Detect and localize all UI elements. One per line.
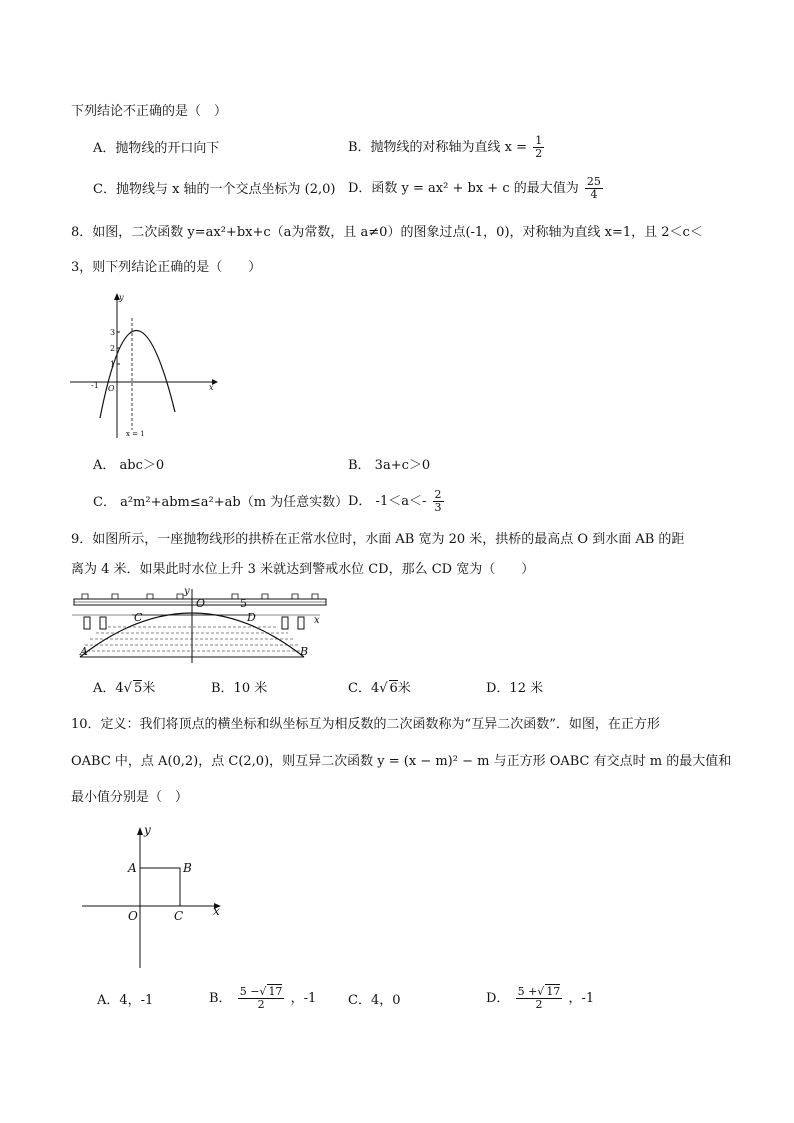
q9-stem-line1: 9．如图所示，一座抛物线形的拱桥在正常水位时，水面 AB 宽为 20 米，拱桥的最高点 O 到水面 AB 的距 (71, 532, 685, 547)
fraction: $\frac{5 -√ 17}{2}$ (239, 985, 283, 1011)
point-b-label: B (300, 645, 309, 658)
symmetry-axis-label: x = 1 (126, 430, 145, 438)
label-five: 5 (240, 597, 247, 610)
q10-stem-line1: 10．定义：我们将顶点的横坐标和纵坐标互为相反数的二次函数称为“互异二次函数”．如图，在正方形 (71, 717, 660, 732)
x-axis-label: x (209, 383, 214, 392)
tick-1: 1 (110, 360, 116, 369)
y-axis-arrow-icon (137, 827, 143, 835)
tick-3: 3 (110, 328, 116, 337)
q8-option-c[interactable]: C． a²m²+abm≤a²+ab（m 为任意实数） (93, 495, 349, 510)
fraction: $\frac{5 +√ 17}{2}$ (517, 985, 561, 1011)
q7-option-b[interactable]: B．抛物线的对称轴为直线 x = $\frac{1}{2}$ (348, 134, 543, 160)
y-label: y (144, 823, 151, 837)
q8-option-d[interactable]: D． -1＜a＜- $\frac{2}{3}$ (348, 488, 442, 514)
q8-stem-line1: 8．如图，二次函数 y=ax²+bx+c（a为常数，且 a≠0）的图象过点(-1，0)，对称轴为直线 x=1，且 2＜c＜ (71, 225, 703, 240)
point-a-label: A (80, 645, 88, 658)
q10-option-a[interactable]: A．4，-1 (97, 993, 154, 1008)
tick-neg-one: -1 (91, 381, 99, 390)
q7-stem: 下列结论不正确的是（ ） (71, 104, 228, 119)
tick-2: 2 (110, 344, 116, 353)
q9-option-a[interactable]: A．4√ 5米 (93, 681, 156, 696)
q9-option-b[interactable]: B．10 米 (211, 681, 268, 696)
q9-option-c[interactable]: C．4√ 6米 (348, 681, 411, 696)
point-a-label: A (128, 861, 137, 875)
point-o-label: O (196, 597, 206, 610)
q7-option-a[interactable]: A．抛物线的开口向下 (93, 141, 220, 156)
y-label: y (184, 586, 190, 597)
fraction: $\frac{2}{3}$ (434, 488, 442, 514)
q9-option-d[interactable]: D．12 米 (486, 681, 544, 696)
q8-option-a[interactable]: A． abc＞0 (93, 458, 165, 473)
point-o-label: O (128, 909, 138, 923)
point-c-label: C (134, 611, 143, 624)
square-oabc (140, 868, 180, 906)
origin-label: O (108, 384, 115, 393)
q10-option-c[interactable]: C．4，0 (348, 993, 401, 1008)
fraction: $\frac{25}{4}$ (586, 175, 601, 201)
q10-option-d[interactable]: D． $\frac{5 +√ 17}{2}$ ，-1 (486, 985, 595, 1011)
q9-bridge-figure (72, 585, 334, 663)
q8-parabola-graph (70, 290, 220, 440)
q8-option-b[interactable]: B． 3a+c＞0 (348, 458, 431, 473)
q9-stem-line2: 离为 4 米．如果此时水位上升 3 米就达到警戒水位 CD，那么 CD 宽为（ ） (71, 562, 535, 577)
point-d-label: D (247, 611, 256, 624)
point-b-label: B (183, 861, 192, 875)
q10-stem-line2: OABC 中，点 A(0,2)，点 C(2,0)，则互异二次函数 y = (x − m)² − m 与正方形 OABC 有交点时 m 的最大值和 (71, 754, 732, 769)
q10-square-figure (82, 822, 227, 972)
q8-stem-line2: 3，则下列结论正确的是（ ） (71, 260, 262, 275)
x-label: x (213, 904, 220, 918)
y-axis-label: y (119, 293, 124, 302)
q10-stem-line3: 最小值分别是（ ） (71, 790, 189, 805)
q10-option-b[interactable]: B． $\frac{5 -√ 17}{2}$ ，-1 (209, 985, 317, 1011)
x-label: x (314, 615, 320, 626)
point-c-label: C (174, 909, 184, 923)
q7-option-d[interactable]: D．函数 y = ax² + bx + c 的最大值为 $\frac{25}{4}$ (348, 175, 601, 201)
q7-option-c[interactable]: C．抛物线与 x 轴的一个交点坐标为 (2,0) (93, 182, 336, 197)
fraction: $\frac{1}{2}$ (535, 134, 543, 160)
